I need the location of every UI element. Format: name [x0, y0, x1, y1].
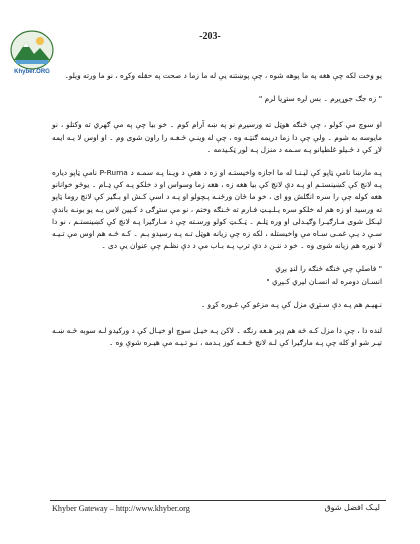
paragraph-2: " زه جګ جوړیږم ۔ بس لږه ستړیا لرم " [258, 94, 382, 104]
logo-caption: Khyber.ORG [14, 69, 50, 75]
page-number: -203- [199, 31, 221, 42]
paragraph-4: پـه مارښا نامې ټاپو کې لیـنـا له ما اجازه واخیستـه او زه د هغې د ویـنا پـه سمـه د P-Ruma نامې ټاپو دیاره پـه لانچ کې کښینستـم او پـه دې لانچ کې بیا هغه زه ، هغه زما وسواس او د خلکو پـه کې ډـام ۔ یوځو خوانانو هغه کوله چې را سره انګلش وو ای ، خو ما ځان ورځنـه پـچولو او پـه د اسې کـش او بـګیر کې لانچ روما ټاپو ته ورسید او زه هم له خلکو سره یـلـیـټ فـارم ته ځـنګه وختم ، نو مې ستړګی د کـپین لاس یـه یو بونـه باندې لیـکل شوی مـارګیـرا وګیـدلی او وره ټلـم ۔ ټـکـټ کولو ورسـته چې د مـارګیرا پـه لانچ کې کښینستـم ، نو دا سـې د یـې غمـی سـاه مې واخیستله ، لکه زه چې زیانه هوټل تـه پـه رسیدو یـم ۔ کـه څـه هم اوس مې تـیـه لا نوره هم زیانه شوی وه ۔ خو د ننـن د دې ترپ پـه بـاب مې د دې نظـم چې عنوان یې دی ۔ [52, 168, 382, 251]
footer-author: لیـک افضل شوق [324, 503, 380, 512]
poem-line-1: " فاصلې چې څنګه ځنګه را لنډ یږي [275, 264, 382, 274]
footer-divider [50, 500, 386, 501]
paragraph-closing: لنده دا ، چې دا مزل کـه څه هم ډېر هـغه رنګه ۔ لاکن پـه خیـل سوچ او خیـال کې د ورکیدو لـه سوبه ځـه ښـه تیـر شو او کله چې پـه مارګیرا کې لـه لانچ ځـغـه کوز یـدمه ، نـو تـیـه مې هیـره شوې وه ۔ [51, 326, 382, 348]
paragraph-1: یو وخت لکه چې هغه په ما پوهه شوه ، چې پوښتنه یې له ما زما د صحت په حقله وکړه ، نو ما ورته ویلو۔ [64, 71, 382, 80]
poem-quote [52, 263, 382, 287]
paragraph-3: او سوچ مې کولو ، چې څنګه هوټل ته ورسیږم نو په ښه آرام کوم ۔ خو بیا چې په مې ګهري ته وکتلو ، نو مایوسه به شوم ۔ ولې چې دا زما دریمه ګنټـه وه ، چې له وینـي ځـغـه را راون شوی وم ۔ او اوس لا یـه ایمه لاړ کې د ځـیلو غلطیانو پـه سـمه د منزل پـه لور ټکـیدمه ۔ [52, 120, 382, 154]
page-body [52, 70, 382, 360]
poem-line-2: انسـان دومره له انسـان لیري کـیږي " [266, 276, 382, 286]
footer-source: Khyber Gateway – http://www.khyber.org [52, 504, 190, 513]
paragraph-after-quote: نـهیـم هم پـه دې سـتړي مزل کې پـه مزغو کې غـوره کړو ۔ [200, 299, 382, 309]
